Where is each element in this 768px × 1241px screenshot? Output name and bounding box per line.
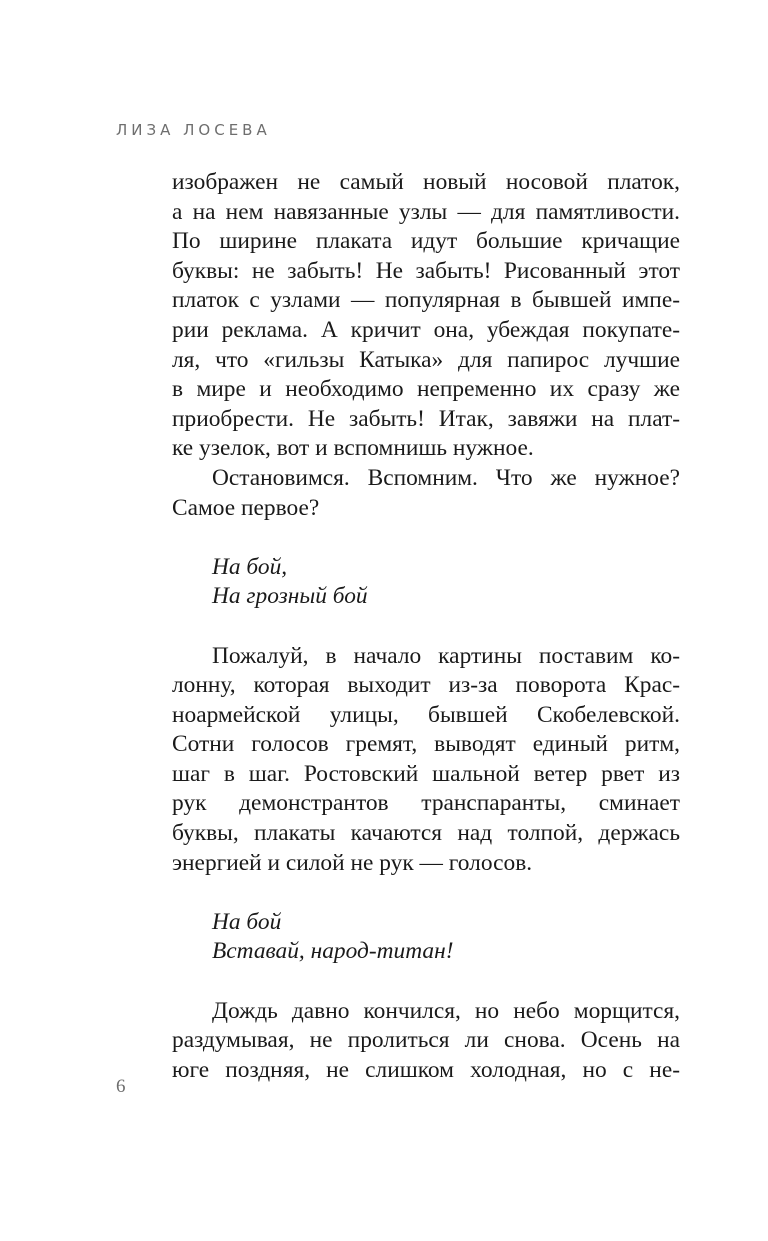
running-header-author: ЛИЗА ЛОСЕВА bbox=[116, 121, 271, 139]
text-line: раздумывая, не пролиться ли снова. Осень на bbox=[172, 1027, 680, 1054]
paragraph-4 bbox=[172, 997, 680, 1086]
verse-line: На бой, bbox=[212, 553, 288, 580]
text-line: рии реклама. А кричит она, убеждая покупате- bbox=[172, 316, 680, 343]
verse-2 bbox=[172, 908, 680, 967]
paragraph-2 bbox=[172, 464, 680, 523]
spacer bbox=[172, 523, 680, 553]
text-line: Остановимся. Вспомним. Что же нужное? bbox=[212, 464, 680, 491]
text-line: приобрести. Не забыть! Итак, завяжи на плат- bbox=[172, 405, 680, 432]
text-line: ноармейской улицы, бывшей Скобелевской. bbox=[172, 701, 680, 728]
text-line: шаг в шаг. Ростовский шальной ветер рвет из bbox=[172, 760, 680, 787]
text-line: ке узелок, вот и вспомнишь нужное. bbox=[172, 435, 534, 462]
text-line: По ширине плаката идут большие кричащие bbox=[172, 228, 680, 255]
text-line: рук демонстрантов транспаранты, сминает bbox=[172, 790, 680, 817]
text-line: Дождь давно кончился, но небо морщится, bbox=[212, 997, 680, 1024]
body-text bbox=[172, 168, 680, 1085]
text-line: ля, что «гильзы Катыка» для папирос лучшие bbox=[172, 346, 680, 373]
text-line: Пожалуй, в начало картины поставим ко- bbox=[212, 642, 680, 669]
verse-1 bbox=[172, 553, 680, 612]
text-line: лонну, которая выходит из-за поворота Крас- bbox=[172, 672, 680, 699]
text-line: а на нем навязанные узлы — для памятливости. bbox=[172, 198, 680, 225]
paragraph-3 bbox=[172, 642, 680, 879]
text-line: буквы, плакаты качаются над толпой, держась bbox=[172, 820, 680, 847]
verse-line: На грозный бой bbox=[212, 583, 368, 610]
text-line: изображен не самый новый носовой платок, bbox=[172, 169, 680, 195]
spacer bbox=[172, 967, 680, 997]
verse-line: Вставай, народ-титан! bbox=[212, 938, 454, 965]
verse-line: На бой bbox=[212, 908, 282, 935]
text-line: буквы: не забыть! Не забыть! Рисованный этот bbox=[172, 257, 680, 284]
text-line: юге поздняя, не слишком холодная, но с не- bbox=[172, 1056, 680, 1083]
page-number: 6 bbox=[116, 1076, 126, 1097]
text-line: энергией и силой не рук — голосов. bbox=[172, 849, 533, 876]
text-line: платок с узлами — популярная в бывшей импе- bbox=[172, 287, 680, 314]
text-line: в мире и необходимо непременно их сразу же bbox=[172, 376, 680, 403]
text-line: Самое первое? bbox=[172, 494, 320, 521]
spacer bbox=[172, 878, 680, 908]
paragraph-1 bbox=[172, 168, 680, 464]
text-line: Сотни голосов гремят, выводят единый ритм, bbox=[172, 731, 680, 758]
spacer bbox=[172, 612, 680, 642]
